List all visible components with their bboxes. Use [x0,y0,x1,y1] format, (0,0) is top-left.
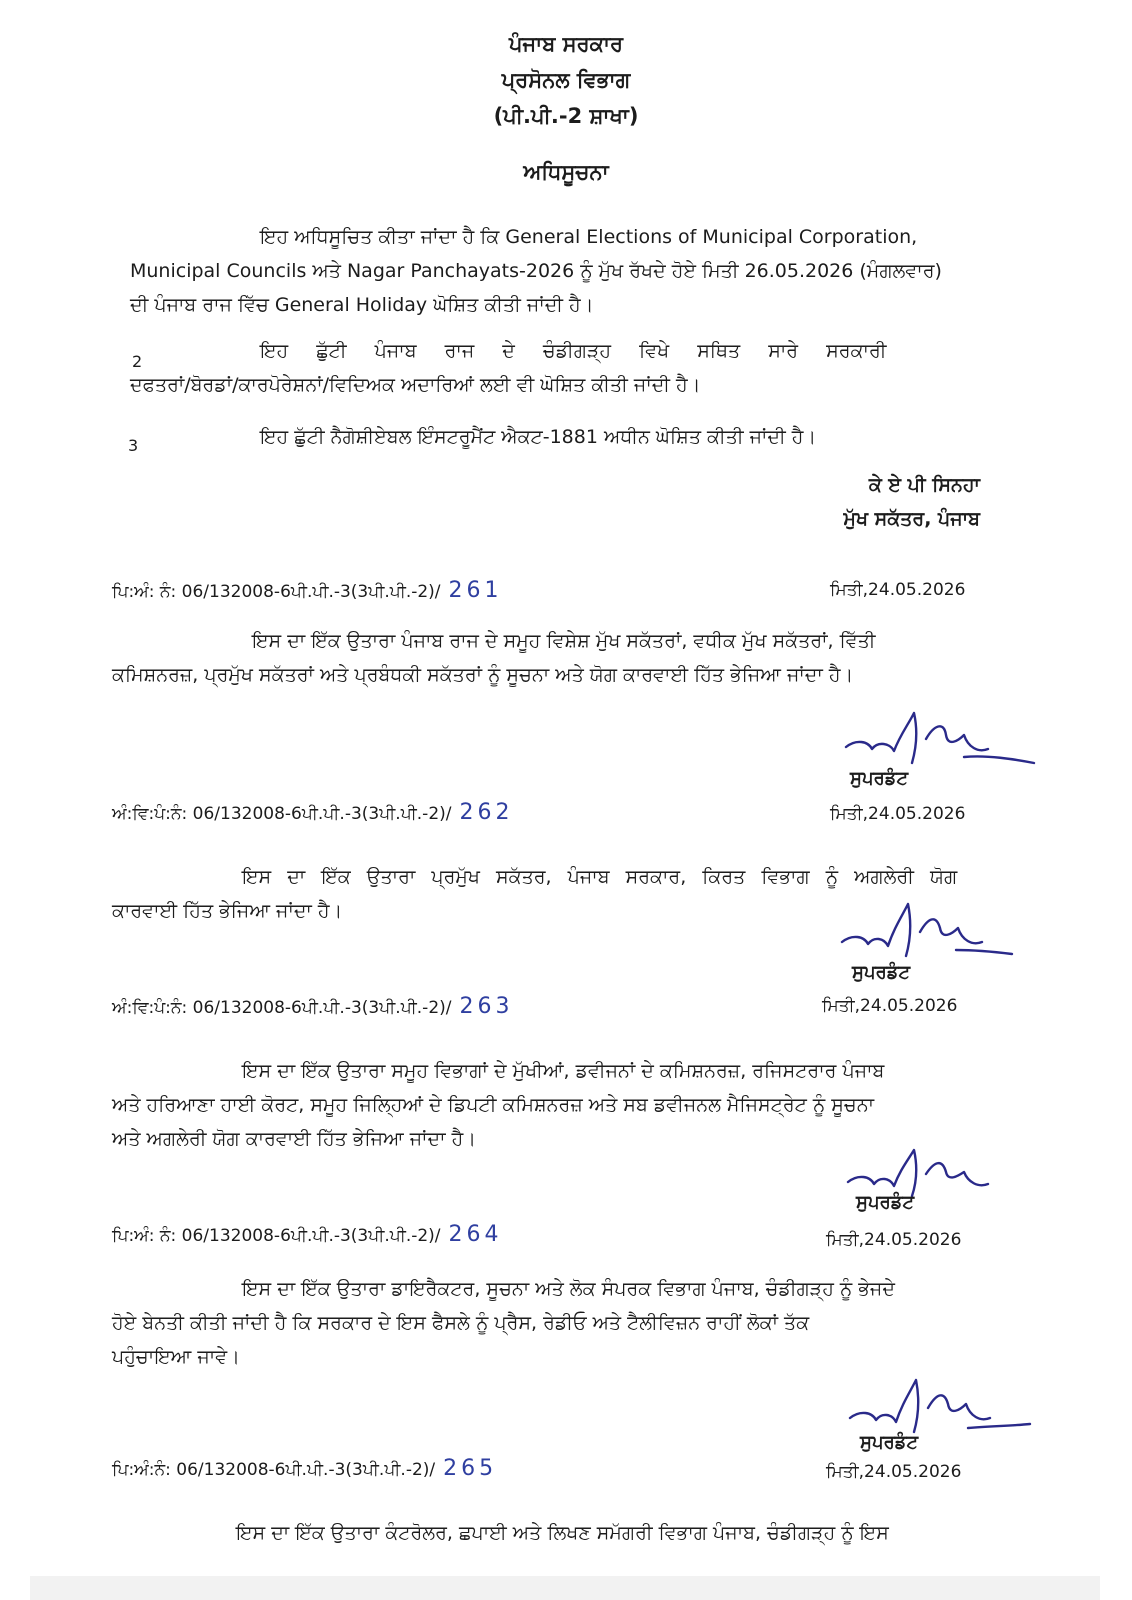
para-line: ਕਾਰਵਾਈ ਹਿੱਤ ਭੇਜਿਆ ਜਾਂਦਾ ਹੈ। [112,900,343,922]
para-number-3: 3 [128,436,139,455]
para-line: ਇਸ ਦਾ ਇੱਕ ਉਤਾਰਾ ਸਮੂਹ ਵਿਭਾਗਾਂ ਦੇ ਮੁੱਖੀਆਂ, ਡਵੀਜਨਾਂ ਦੇ ਕਮਿਸ਼ਨਰਜ਼, ਰਜਿਸਟਰਾਰ ਪੰਜਾਬ [242,1060,885,1082]
para-line: ਅਤੇ ਅਗਲੇਰੀ ਯੋਗ ਕਾਰਵਾਈ ਹਿੱਤ ਭੇਜਿਆ ਜਾਂਦਾ ਹੈ। [112,1128,477,1150]
para-number-2: 2 [132,352,143,371]
ref-number-text: ਅੰ:ਵਿ:ਪੰ:ਨੰ: 06/132008-6ਪੀ.ਪੀ.-3(3ਪੀ.ਪੀ.-2)/ [112,998,452,1018]
para-line: ਇਹ ਛੁੱਟੀ ਪੰਜਾਬ ਰਾਜ ਦੇ ਚੰਡੀਗੜ੍ਹ ਵਿਖੇ ਸਥਿਤ ਸਾਰੇ ਸਰਕਾਰੀ [260,340,887,362]
para-line: ਇਹ ਅਧਿਸੂਚਿਤ ਕੀਤਾ ਜਾਂਦਾ ਹੈ ਕਿ General Elections of Municipal Corporation, [260,226,918,248]
endorsement-text [112,1272,992,1374]
ref-number-text: ਪਿ:ਅੰ: ਨੰ: 06/132008-6ਪੀ.ਪੀ.-3(3ਪੀ.ਪੀ.-2)/ [112,1226,441,1246]
header-govt: ਪੰਜਾਬ ਸਰਕਾਰ [508,32,624,56]
endorsement-text [112,1054,992,1156]
handwritten-number: 262 [459,800,514,825]
endorsement-date: ਮਿਤੀ,24.05.2026 [830,580,966,600]
para-line: ਪਹੁੰਚਾਇਆ ਜਾਵੇ। [112,1346,240,1368]
endorsement-date: ਮਿਤੀ,24.05.2026 [826,1462,962,1482]
para-line: ਦੀ ਪੰਜਾਬ ਰਾਜ ਵਿੱਚ General Holiday ਘੋਸ਼ਿਤ ਕੀਤੀ ਜਾਂਦੀ ਹੈ। [130,294,594,316]
ref-number-text: ਪਿ:ਅੰ:ਨੰ: 06/132008-6ਪੀ.ਪੀ.-3(3ਪੀ.ਪੀ.-2)/ [112,1460,436,1480]
ref-number-text: ਪਿ:ਅੰ: ਨੰ: 06/132008-6ਪੀ.ਪੀ.-3(3ਪੀ.ਪੀ.-2)/ [112,582,441,602]
superintendent-label: ਸੁਪਰਡੰਟ [850,768,908,789]
document-title: ਅਧਿਸੂਚਨਾ [523,160,609,184]
endorsement-date: ਮਿਤੀ,24.05.2026 [822,996,958,1016]
superintendent-label: ਸੁਪਰਡੰਟ [856,1192,914,1213]
endorsement-date: ਮਿਤੀ,24.05.2026 [830,804,966,824]
signature-scribble [838,705,1038,775]
endorsement-ref [112,800,514,825]
notification-para-1 [130,220,990,322]
para-line: ਹੋਏ ਬੇਨਤੀ ਕੀਤੀ ਜਾਂਦੀ ਹੈ ਕਿ ਸਰਕਾਰ ਦੇ ਇਸ ਫੈਸਲੇ ਨੂੰ ਪ੍ਰੈਸ, ਰੇਡੀਓ ਅਤੇ ਟੈਲੀਵਿਜ਼ਨ ਰਾਹੀਂ ਲੋਕਾਂ ਤੱਕ [112,1312,810,1334]
endorsement-ref [112,994,514,1019]
endorsement-ref [112,578,503,603]
para-line: ਇਸ ਦਾ ਇੱਕ ਉਤਾਰਾ ਪ੍ਰਮੁੱਖ ਸਕੱਤਰ, ਪੰਜਾਬ ਸਰਕਾਰ, ਕਿਰਤ ਵਿਭਾਗ ਨੂੰ ਅਗਲੇਰੀ ਯੋਗ [242,866,958,888]
superintendent-label: ਸੁਪਰਡੰਟ [860,1432,918,1453]
endorsement-ref [112,1456,497,1481]
para-line: Municipal Councils ਅਤੇ Nagar Panchayats-2026 ਨੂੰ ਮੁੱਖ ਰੱਖਦੇ ਹੋਏ ਮਿਤੀ 26.05.2026 (ਮੰਗਲਵਾਰ) [130,260,942,282]
endorsement-text [112,1516,992,1550]
signatory-name: ਕੇ ਏ ਪੀ ਸਿਨਹਾ [868,474,980,496]
para-line: ਇਸ ਦਾ ਇੱਕ ਉਤਾਰਾ ਕੰਟਰੋਲਰ, ਛਪਾਈ ਅਤੇ ਲਿਖਣ ਸਮੱਗਰੀ ਵਿਭਾਗ ਪੰਜਾਬ, ਚੰਡੀਗੜ੍ਹ ਨੂੰ ਇਸ [236,1522,889,1544]
header-branch: (ਪੀ.ਪੀ.-2 ਸ਼ਾਖਾ) [493,104,639,128]
para-line: ਅਤੇ ਹਰਿਆਣਾ ਹਾਈ ਕੋਰਟ, ਸਮੂਹ ਜਿਲ੍ਹਿਆਂ ਦੇ ਡਿਪਟੀ ਕਮਿਸ਼ਨਰਜ਼ ਅਤੇ ਸਬ ਡਵੀਜਨਲ ਮੈਜਿਸਟ੍ਰੇਟ ਨੂੰ ਸੂਚਨਾ [112,1094,874,1116]
endorsement-ref [112,1222,503,1247]
handwritten-number: 263 [459,994,514,1019]
handwritten-number: 264 [448,1222,503,1247]
para-line: ਦਫਤਰਾਂ/ਬੋਰਡਾਂ/ਕਾਰਪੋਰੇਸ਼ਨਾਂ/ਵਿਦਿਅਕ ਅਦਾਰਿਆਂ ਲਈ ਵੀ ਘੋਸ਼ਿਤ ਕੀਤੀ ਜਾਂਦੀ ਹੈ। [130,374,701,396]
notification-para-2 [130,334,990,402]
para-line: ਇਸ ਦਾ ਇੱਕ ਉਤਾਰਾ ਪੰਜਾਬ ਰਾਜ ਦੇ ਸਮੂਹ ਵਿਸ਼ੇਸ਼ ਮੁੱਖ ਸਕੱਤਰਾਂ, ਵਧੀਕ ਮੁੱਖ ਸਕੱਤਰਾਂ, ਵਿੱਤੀ [252,630,876,652]
para-line: ਕਮਿਸ਼ਨਰਜ਼, ਪ੍ਰਮੁੱਖ ਸਕੱਤਰਾਂ ਅਤੇ ਪ੍ਰਬੰਧਕੀ ਸਕੱਤਰਾਂ ਨੂੰ ਸੂਚਨਾ ਅਤੇ ਯੋਗ ਕਾਰਵਾਈ ਹਿੱਤ ਭੇਜਿਆ ਜਾਂਦਾ ਹੈ। [112,664,854,686]
page-bottom-strip [30,1576,1100,1600]
handwritten-number: 261 [448,578,503,603]
header-department: ਪ੍ਰਸੋਨਲ ਵਿਭਾਗ [501,68,631,92]
endorsement-text [112,624,992,692]
superintendent-label: ਸੁਪਰਡੰਟ [852,962,910,983]
handwritten-number: 265 [443,1456,498,1481]
notification-para-3: ਇਹ ਛੁੱਟੀ ਨੈਗੋਸ਼ੀਏਬਲ ਇੰਸਟਰੂਮੈਂਟ ਐਕਟ-1881 ਅਧੀਨ ਘੋਸ਼ਿਤ ਕੀਤੀ ਜਾਂਦੀ ਹੈ। [260,426,817,448]
signatory-title: ਮੁੱਖ ਸਕੱਤਰ, ਪੰਜਾਬ [843,508,980,530]
signature-scribble [836,896,1016,966]
endorsement-date: ਮਿਤੀ,24.05.2026 [826,1230,962,1250]
para-line: ਇਸ ਦਾ ਇੱਕ ਉਤਾਰਾ ਡਾਇਰੈਕਟਰ, ਸੂਚਨਾ ਅਤੇ ਲੋਕ ਸੰਪਰਕ ਵਿਭਾਗ ਪੰਜਾਬ, ਚੰਡੀਗੜ੍ਹ ਨੂੰ ਭੇਜਦੇ [242,1278,895,1300]
ref-number-text: ਅੰ:ਵਿ:ਪੰ:ਨੰ: 06/132008-6ਪੀ.ਪੀ.-3(3ਪੀ.ਪੀ.-2)/ [112,804,452,824]
